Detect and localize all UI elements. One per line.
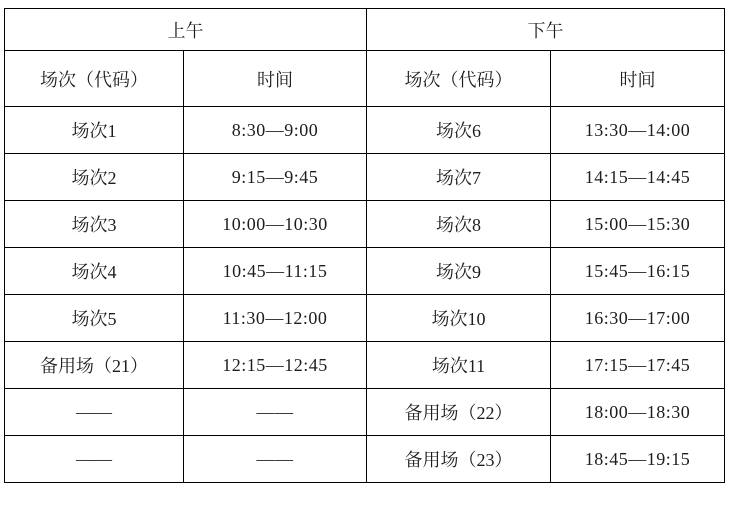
time-cell: —— bbox=[184, 389, 367, 436]
time-cell: 14:15—14:45 bbox=[551, 154, 725, 201]
column-header-time: 时间 bbox=[551, 51, 725, 107]
table-row bbox=[5, 389, 725, 436]
table-row bbox=[5, 342, 725, 389]
session-cell: 场次1 bbox=[5, 107, 184, 154]
session-cell: 场次9 bbox=[367, 248, 551, 295]
time-cell: 10:00—10:30 bbox=[184, 201, 367, 248]
session-cell: 备用场（23） bbox=[367, 436, 551, 483]
column-header-session: 场次（代码） bbox=[367, 51, 551, 107]
session-cell: 场次5 bbox=[5, 295, 184, 342]
table-row bbox=[5, 295, 725, 342]
session-cell: 场次7 bbox=[367, 154, 551, 201]
table-row bbox=[5, 154, 725, 201]
time-cell: 11:30—12:00 bbox=[184, 295, 367, 342]
table-row bbox=[5, 9, 725, 51]
time-cell: 18:45—19:15 bbox=[551, 436, 725, 483]
session-cell: 场次6 bbox=[367, 107, 551, 154]
time-cell: 12:15—12:45 bbox=[184, 342, 367, 389]
time-cell: —— bbox=[184, 436, 367, 483]
morning-header-cell: 上午 bbox=[5, 9, 367, 51]
time-cell: 10:45—11:15 bbox=[184, 248, 367, 295]
table-row bbox=[5, 107, 725, 154]
session-cell: 场次11 bbox=[367, 342, 551, 389]
time-cell: 16:30—17:00 bbox=[551, 295, 725, 342]
time-cell: 17:15—17:45 bbox=[551, 342, 725, 389]
time-cell: 15:45—16:15 bbox=[551, 248, 725, 295]
table-row bbox=[5, 436, 725, 483]
table-row bbox=[5, 248, 725, 295]
session-cell: 场次2 bbox=[5, 154, 184, 201]
session-cell: 备用场（22） bbox=[367, 389, 551, 436]
time-cell: 18:00—18:30 bbox=[551, 389, 725, 436]
session-cell: 场次3 bbox=[5, 201, 184, 248]
time-cell: 13:30—14:00 bbox=[551, 107, 725, 154]
session-cell: —— bbox=[5, 389, 184, 436]
session-cell: 场次4 bbox=[5, 248, 184, 295]
table-row bbox=[5, 51, 725, 107]
session-cell: 备用场（21） bbox=[5, 342, 184, 389]
exam-schedule-table bbox=[4, 8, 725, 483]
time-cell: 8:30—9:00 bbox=[184, 107, 367, 154]
afternoon-header-cell: 下午 bbox=[367, 9, 725, 51]
column-header-time: 时间 bbox=[184, 51, 367, 107]
table-row bbox=[5, 201, 725, 248]
time-cell: 9:15—9:45 bbox=[184, 154, 367, 201]
time-cell: 15:00—15:30 bbox=[551, 201, 725, 248]
session-cell: 场次10 bbox=[367, 295, 551, 342]
column-header-session: 场次（代码） bbox=[5, 51, 184, 107]
session-cell: 场次8 bbox=[367, 201, 551, 248]
session-cell: —— bbox=[5, 436, 184, 483]
